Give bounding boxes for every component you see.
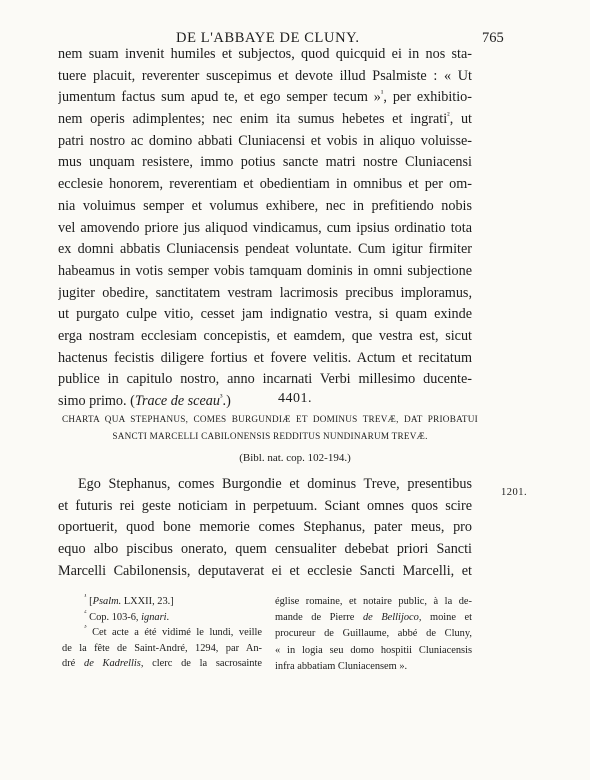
text-line: tuere placuit, reverenter suscepimus et devote illud Psalmiste : « Ut xyxy=(58,67,472,84)
text-line: equo albo piscibus onerato, quem censualiter debebat priori Sancti xyxy=(58,541,472,558)
footnote-3-line: église romaine, et notaire public, à la de- xyxy=(275,596,472,607)
footnote-3-line: dré de Kadrellis, clerc de la sacrosainte xyxy=(62,658,262,669)
footnotes-right-column xyxy=(275,594,472,675)
charter-title-line-2: SANCTI MARCELLI CABILONENSIS REDDITUS NUNDINARUM TREVÆ. xyxy=(112,431,428,441)
text-line: erga nostram ecclesiam concepistis, et eamdem, que vestra est, sicut xyxy=(58,327,472,344)
footnote-ref: ¹ xyxy=(380,88,384,99)
footnote-3-line: procureur de Guillaume, abbé de Cluny, xyxy=(275,628,472,640)
text-line: vel amovendo priore jus aliquod vindicamus, cum ipsius ordinatio tota xyxy=(58,219,472,236)
text-line: publice in capitulo nostro, anno incarnati Verbi millesimo ducente- xyxy=(58,371,472,388)
text-line: Ego Stephanus, comes Burgondie et dominus Treve, presentibus xyxy=(78,476,472,492)
running-title: DE L'ABBAYE DE CLUNY. xyxy=(176,30,360,46)
footnote-3-line: mande de Pierre de Bellijoco, moine et xyxy=(275,612,472,624)
footnotes-left-column xyxy=(62,594,262,672)
footnote-ref: ² xyxy=(447,110,450,121)
footnote-3-line: infra abbatiam Cluniacensem ». xyxy=(275,660,408,672)
text-line: ex domni abbatis Cluniacensis pendeat voluntate. Cum igitur firmiter xyxy=(58,241,472,258)
footnote-3-line: $^{^3}$ Cet acte a été vidimé le lundi, veille xyxy=(84,625,262,638)
footnote-2: $^{^2}$ Cop. 103-6, ignari. xyxy=(84,609,170,623)
text-line: jugiter obedire, sanctitatem vestram lacrimosis precibus imploramus, xyxy=(58,284,472,301)
text-line: hactenus fecistis diligere fortius et fovere velitis. Actum et recitatum xyxy=(58,349,472,366)
body-text-top xyxy=(58,44,472,413)
text-line: ut purgato culpe vitio, cesset jam indignatio vestra, si quam exinde xyxy=(58,306,472,323)
text-line: Marcelli Cabilonensis, deputaverat ei et ecclesie Sancti Marcelli, et xyxy=(58,562,472,579)
text-line: oportuerit, quod bone memorie comes Stephanus, pater meus, pro xyxy=(58,519,472,536)
text-line: nia voluimus semper et volumus exhibere, nec in prefitiendo nobis xyxy=(58,197,472,214)
seal-note: Trace de sceau xyxy=(134,393,220,409)
page-number: 765 xyxy=(482,30,504,46)
text-line-last: simo primo. (Trace de sceau$^{^3}$.) xyxy=(58,392,231,409)
footnote-1: $^{^1}$ [Psalm. LXXII, 23.] xyxy=(84,594,174,607)
margin-date: 1201. xyxy=(501,487,528,498)
charter-source: (Bibl. nat. cop. 102-194.) xyxy=(239,452,351,464)
text-line: jumentum factus sum apud te, et ego semper tecum »$^{^1}$, per exhibitio- xyxy=(58,88,472,106)
footnote-3-line: de la fête de Saint-André, 1294, par An- xyxy=(62,642,262,654)
text-line: patri nostro ac domino abbati Cluniacensi et vobis in aliquo voluisse- xyxy=(58,132,472,149)
text-line: nem suam invenit humiles et subjectos, quod quicquid ei in nos sta- xyxy=(58,46,472,62)
text-line: nem operis adimplentes; nec enim ita sumus hebetes et ingrati$^{^2}$, ut xyxy=(58,110,472,128)
text-line: ecclesie honorem, reverentiam et obedientiam in omnibus et per om- xyxy=(58,176,472,193)
footnote-3-line: « in logia seu domo hospitii Cluniacensis xyxy=(275,644,472,656)
text-line: mus unquam resistere, immo potius sancte matri nostre Cluniacensi xyxy=(58,154,472,171)
text-line: et futuris rei geste noticiam in perpetuum. Sciant omnes quos scire xyxy=(58,497,472,514)
text-line: habeamus in votis semper vobis tamquam dominis in omni subjectione xyxy=(58,262,472,279)
charter-number: 4401. xyxy=(278,391,312,406)
footnote-ref: ³ xyxy=(219,392,223,402)
charter-title-line-1: CHARTA QUA STEPHANUS, COMES BURGUNDIÆ ET DOMINUS TREVÆ, DAT PRIOBATUI xyxy=(62,414,478,424)
body-text-charter xyxy=(58,474,472,582)
